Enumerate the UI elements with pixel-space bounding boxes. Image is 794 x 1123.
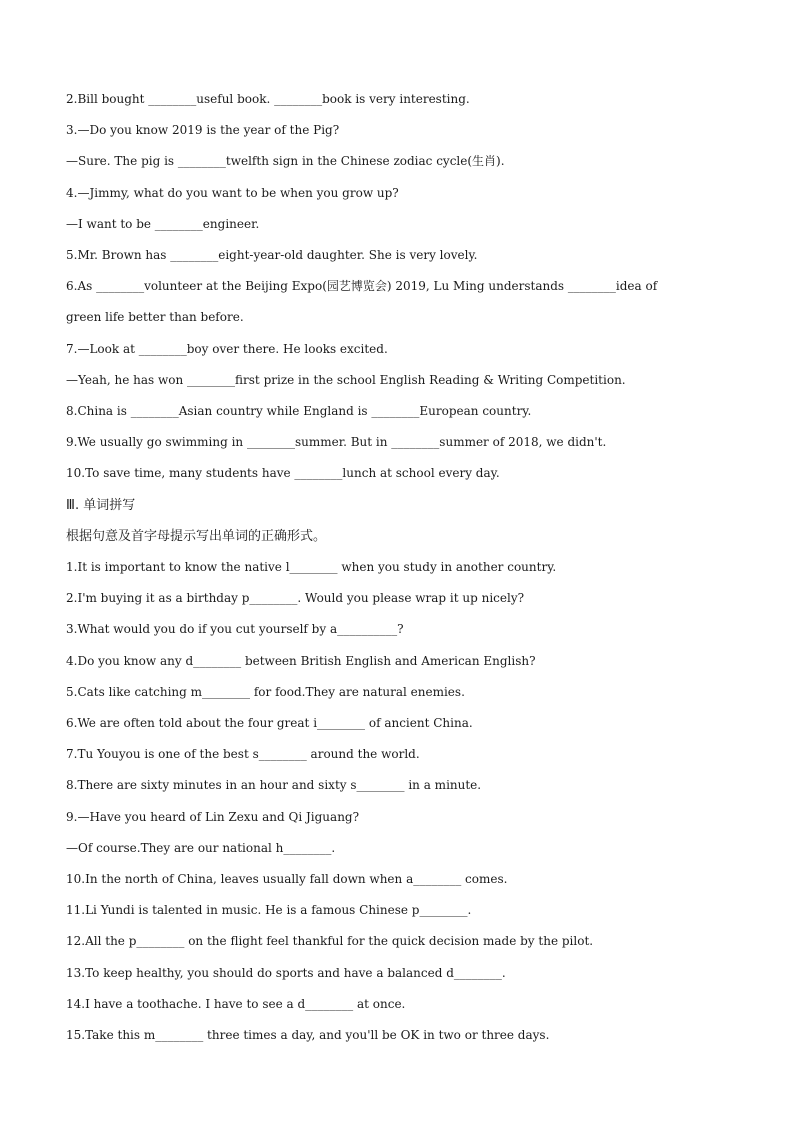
question-line: 8.There are sixty minutes in an hour and sixty s________ in a minute.: [66, 778, 482, 793]
question-line: 1.It is important to know the native l________ when you study in another country.: [66, 560, 557, 575]
question-line: 9.—Have you heard of Lin Zexu and Qi Jiguang?: [66, 809, 360, 824]
question-line: green life better than before.: [66, 310, 244, 325]
question-line: —Yeah, he has won ________first prize in the school English Reading & Writing Competition.: [66, 372, 626, 387]
worksheet-page: [66, 84, 736, 1051]
question-line: 4.—Jimmy, what do you want to be when you grow up?: [66, 185, 399, 200]
section-2-items: [66, 84, 736, 490]
question-line: 7.Tu Youyou is one of the best s________ around the world.: [66, 747, 420, 762]
question-line: 6.We are often told about the four great i________ of ancient China.: [66, 716, 473, 731]
question-line: 8.China is ________Asian country while England is ________European country.: [66, 404, 532, 419]
question-line: 3.—Do you know 2019 is the year of the Pig?: [66, 123, 340, 138]
question-line: 2.I'm buying it as a birthday p________. Would you please wrap it up nicely?: [66, 591, 525, 606]
question-line: 2.Bill bought ________useful book. ________book is very interesting.: [66, 92, 470, 106]
section-3-items: [66, 552, 736, 1051]
question-line: 13.To keep healthy, you should do sports and have a balanced d________.: [66, 965, 506, 980]
question-line: 7.—Look at ________boy over there. He looks excited.: [66, 341, 388, 356]
question-line: 10.In the north of China, leaves usually fall down when a________ comes.: [66, 872, 508, 887]
question-line: 9.We usually go swimming in ________summer. But in ________summer of 2018, we didn't.: [66, 435, 607, 450]
question-line: —Of course.They are our national h________.: [66, 840, 336, 855]
question-line: 5.Cats like catching m________ for food.They are natural enemies.: [66, 684, 465, 699]
question-line: 11.Li Yundi is talented in music. He is a famous Chinese p________.: [66, 903, 472, 918]
question-line: 6.As ________volunteer at the Beijing Expo(园艺博览会) 2019, Lu Ming understands ________idea of: [66, 279, 658, 294]
question-line: 14.I have a toothache. I have to see a d________ at once.: [66, 996, 406, 1011]
question-line: 5.Mr. Brown has ________eight-year-old daughter. She is very lovely.: [66, 248, 478, 263]
section-3-instruction: 根据句意及首字母提示写出单词的正确形式。: [66, 528, 327, 544]
question-line: 15.Take this m________ three times a day, and you'll be OK in two or three days.: [66, 1028, 550, 1043]
question-line: 3.What would you do if you cut yourself by a__________?: [66, 622, 404, 637]
question-line: 12.All the p________ on the flight feel thankful for the quick decision made by the pilot.: [66, 934, 594, 949]
section-3-title: Ⅲ. 单词拼写: [66, 497, 136, 513]
question-line: —I want to be ________engineer.: [66, 216, 260, 231]
question-line: 10.To save time, many students have ________lunch at school every day.: [66, 466, 500, 481]
question-line: —Sure. The pig is ________twelfth sign in the Chinese zodiac cycle(生肖).: [66, 154, 505, 169]
question-line: 4.Do you know any d________ between British English and American English?: [66, 653, 536, 668]
